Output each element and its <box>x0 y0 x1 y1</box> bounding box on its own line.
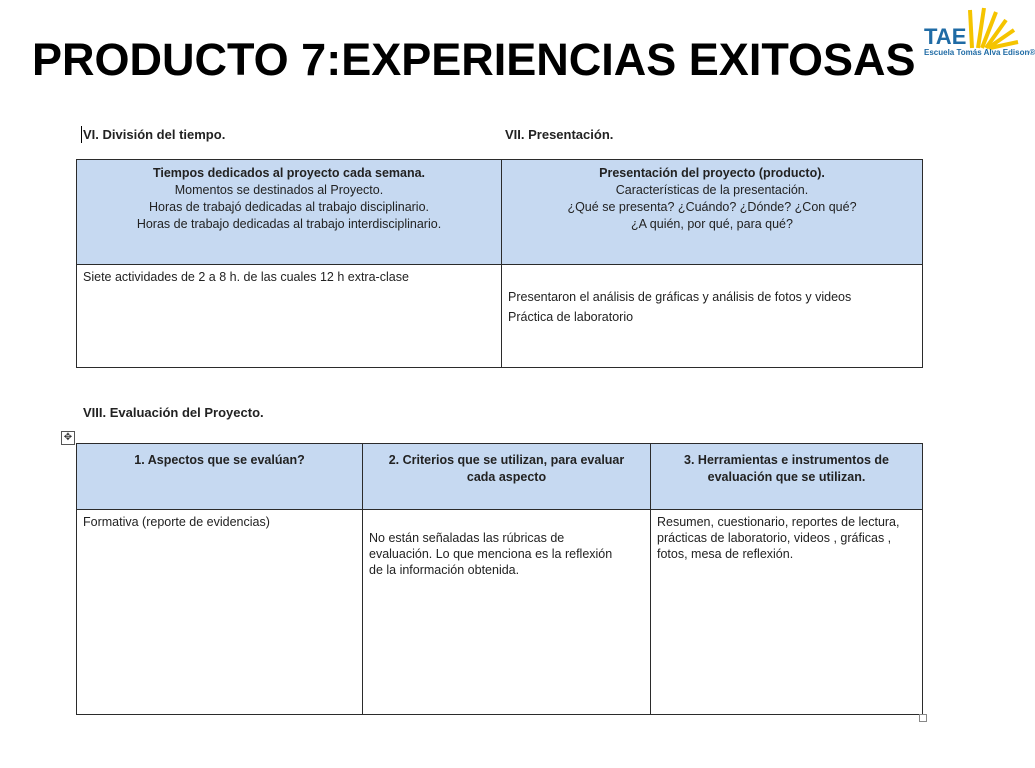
table-move-handle-icon[interactable]: ✥ <box>61 431 75 445</box>
presentation-header-line: ¿Qué se presenta? ¿Cuándo? ¿Dónde? ¿Con qué? <box>567 200 857 214</box>
evaluation-body-text: No están señaladas las rúbricas de evaluación. Lo que menciona es la reflexión de la información obtenida. <box>369 531 613 577</box>
time-header-line: Horas de trabajo dedicadas al trabajo interdisciplinario. <box>136 217 442 231</box>
logo-subtitle: Escuela Tomás Alva Edison® <box>924 48 1035 57</box>
time-header-line: Momentos se destinados al Proyecto. <box>174 183 384 197</box>
evaluation-header-criteria <box>363 444 651 510</box>
evaluation-body-aspects[interactable] <box>77 510 363 715</box>
presentation-header-line: ¿A quién, por qué, para qué? <box>631 217 793 231</box>
time-header-cell <box>77 160 502 265</box>
evaluation-table <box>76 443 923 715</box>
presentation-body-line: Presentaron el análisis de gráficas y análisis de fotos y videos <box>508 290 852 304</box>
time-header-line: Horas de trabajó dedicadas al trabajo disciplinario. <box>148 200 430 214</box>
presentation-header-cell <box>502 160 923 265</box>
evaluation-body-criteria[interactable] <box>363 510 651 715</box>
text-cursor <box>81 126 82 143</box>
evaluation-header-text: 1. Aspectos que se evalúan? <box>134 453 305 467</box>
table-resize-handle[interactable] <box>919 714 927 722</box>
presentation-header-title: Presentación del proyecto (producto). <box>599 166 825 180</box>
section-vi-heading: VI. División del tiempo. <box>83 127 226 142</box>
section-vii-heading: VII. Presentación. <box>505 127 614 142</box>
evaluation-header-tools <box>651 444 923 510</box>
slide-title: PRODUCTO 7:EXPERIENCIAS EXITOSAS <box>32 34 916 85</box>
school-logo <box>924 4 1035 68</box>
presentation-header-line: Características de la presentación. <box>615 183 809 197</box>
presentation-body-line: Práctica de laboratorio <box>508 310 634 324</box>
section-viii-heading: VIII. Evaluación del Proyecto. <box>83 405 264 420</box>
time-presentation-table <box>76 159 923 368</box>
evaluation-body-text: Formativa (reporte de evidencias) <box>83 515 270 529</box>
evaluation-body-text: Resumen, cuestionario, reportes de lectura, prácticas de laboratorio, videos , gráficas , fotos, mesa de reflexión. <box>657 515 900 561</box>
evaluation-header-aspects <box>77 444 363 510</box>
evaluation-header-text: 3. Herramientas e instrumentos de evaluación que se utilizan. <box>684 453 889 484</box>
time-body-text: Siete actividades de 2 a 8 h. de las cuales 12 h extra-clase <box>83 270 409 284</box>
time-body-cell[interactable] <box>77 265 502 368</box>
evaluation-header-text: 2. Criterios que se utilizan, para evaluar cada aspecto <box>388 453 625 484</box>
sun-icon <box>964 4 1020 52</box>
time-header-title: Tiempos dedicados al proyecto cada semana. <box>152 166 426 180</box>
presentation-body-cell[interactable] <box>502 265 923 368</box>
logo-text: TAE <box>924 24 967 49</box>
evaluation-body-tools[interactable] <box>651 510 923 715</box>
